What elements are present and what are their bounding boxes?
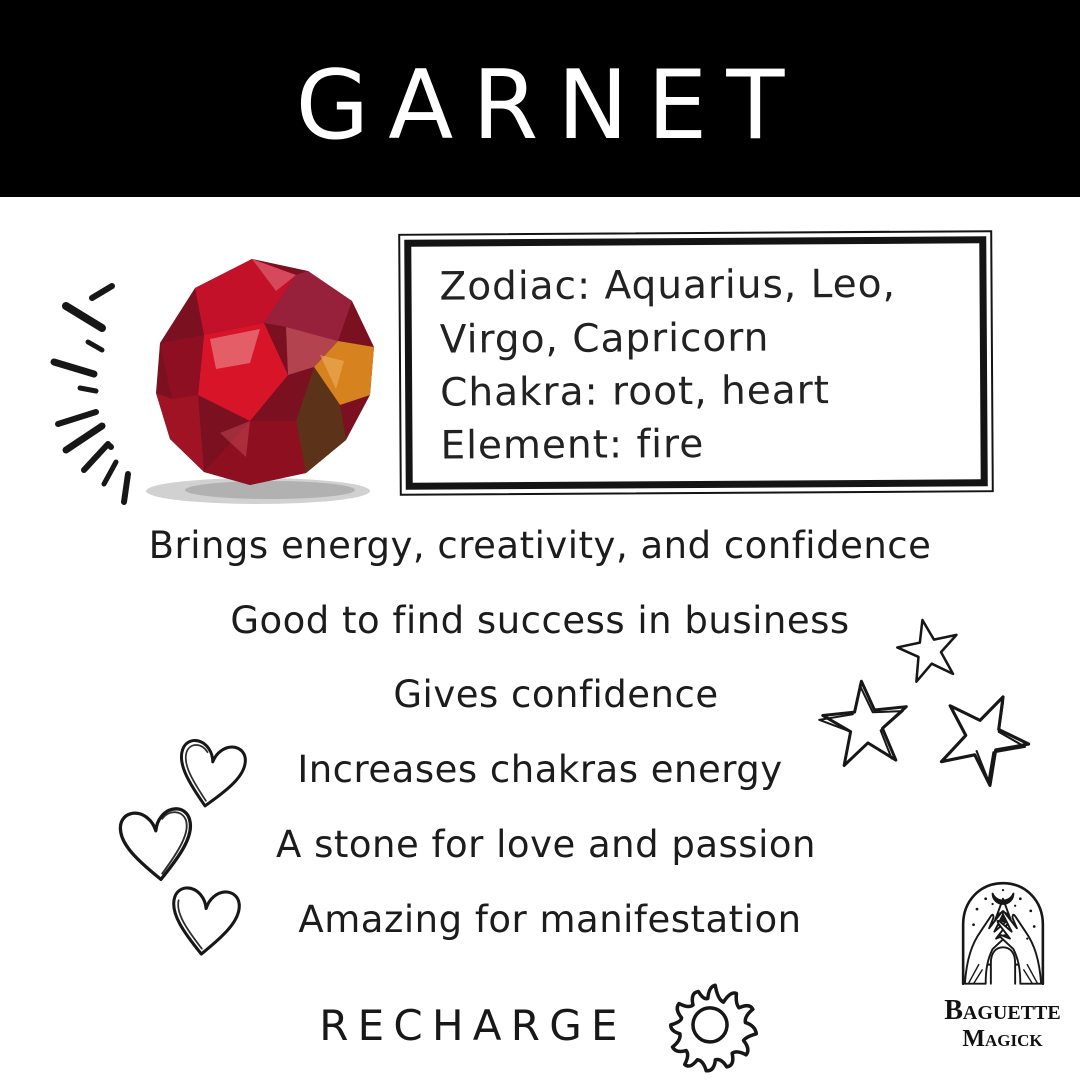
info-line-element: Element: fire — [440, 421, 705, 469]
property-line-business: Good to find success in business — [230, 599, 850, 642]
info-box — [404, 236, 988, 490]
property-line-love: A stone for love and passion — [276, 823, 816, 866]
property-line-energy: Brings energy, creativity, and confidence — [148, 524, 932, 567]
garnet-stone-image — [100, 243, 400, 511]
hands-moon-emblem-icon — [951, 870, 1055, 996]
property-line-manifestation: Amazing for manifestation — [298, 898, 802, 941]
heart-icon — [157, 870, 254, 969]
info-line-zodiac-1: Zodiac: Aquarius, Leo, — [439, 261, 897, 310]
info-line-chakra: Chakra: root, heart — [440, 368, 831, 416]
property-line-confidence: Gives confidence — [393, 673, 719, 716]
star-icon — [811, 665, 922, 785]
brand-name-line1: Baguette — [944, 995, 1061, 1026]
info-line-zodiac-2: Virgo, Capricorn — [439, 315, 770, 363]
sun-icon — [656, 970, 766, 1080]
property-line-chakras: Increases chakras energy — [297, 748, 783, 791]
recharge-row — [0, 972, 1080, 1078]
recharge-label: RECHARGE — [319, 1000, 627, 1050]
brand-name-line2: Magick — [962, 1026, 1043, 1052]
title-band — [0, 0, 1080, 197]
page-title: GARNET — [295, 50, 804, 161]
brand-block — [935, 870, 1070, 1052]
